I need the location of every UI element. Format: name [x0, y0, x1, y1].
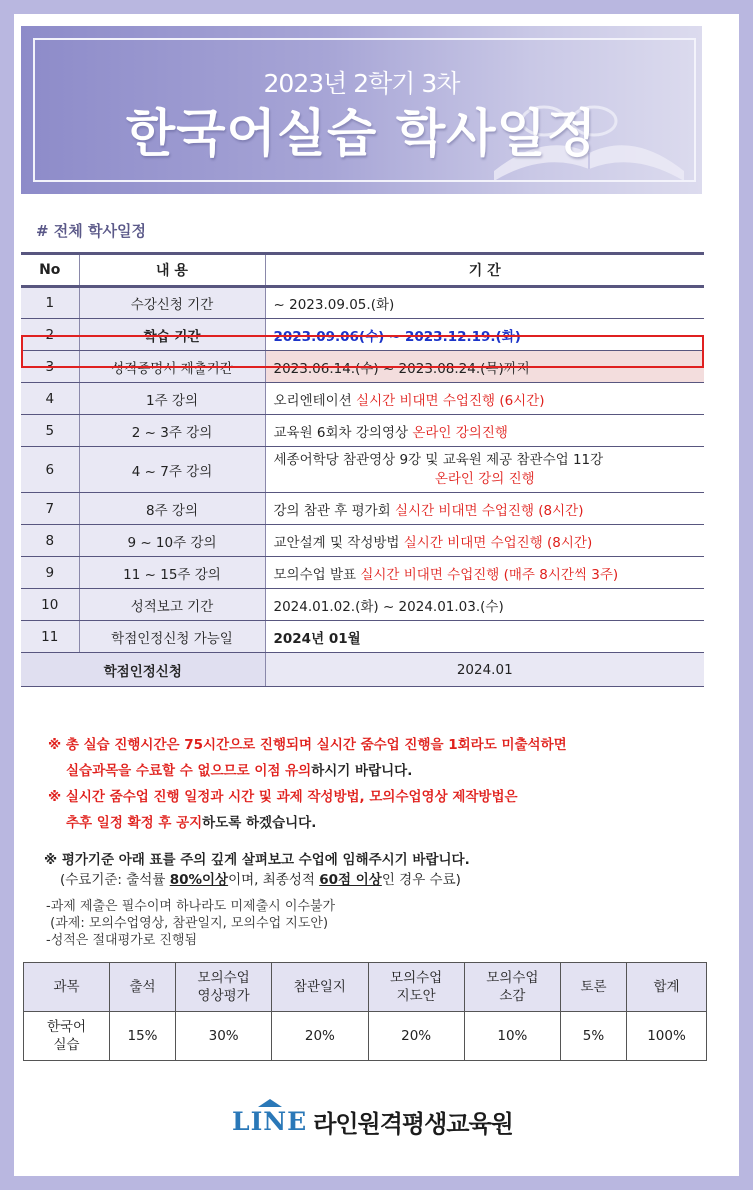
schedule-header-row: [21, 254, 704, 287]
table-row: [21, 351, 704, 383]
row-period: [265, 525, 704, 557]
evaluation-criteria: [44, 870, 470, 890]
row-item: 성적보고 기간: [79, 589, 265, 621]
table-row: [21, 287, 704, 319]
row-period: [265, 447, 704, 493]
row-period: [265, 383, 704, 415]
row-period: 2024.01.02.(화) ~ 2024.01.03.(수): [265, 589, 704, 621]
period-text: 모의수업 발표: [273, 566, 361, 583]
notice-text: 하도록 하겠습니다.: [202, 815, 317, 831]
notice-red: 실습과목을 수료할 수 없으므로 이점 유의: [66, 763, 312, 779]
grade-cell: 한국어 실습: [24, 1012, 110, 1061]
row-item: 성적증명서 제출기간: [79, 351, 265, 383]
notice-line: ※ 실시간 줌수업 진행 일정과 시간 및 과제 작성방법, 모의수업영상 제작방법은: [48, 789, 518, 805]
grade-col: 합계: [627, 963, 707, 1012]
row-no: 9: [21, 557, 79, 589]
grade-col: 토론: [561, 963, 627, 1012]
criteria-text: 인 경우 수료): [381, 872, 461, 888]
row-period: 2023.09.06(수) ~ 2023.12.19.(화): [265, 319, 704, 351]
grading-header-row: [24, 963, 707, 1012]
grade-cell: 5%: [561, 1012, 627, 1061]
grade-cell: 20%: [272, 1012, 368, 1061]
grading-table: [23, 962, 707, 1061]
table-row: [21, 383, 704, 415]
schedule-table: [21, 252, 704, 687]
grade-cell: 30%: [176, 1012, 272, 1061]
col-item: 내 용: [79, 254, 265, 287]
notice-line: [48, 758, 567, 784]
rule-line: -과제 제출은 필수이며 하나라도 미제출시 이수불가: [46, 899, 336, 914]
row-no: 4: [21, 383, 79, 415]
row-item: 4 ~ 7주 강의: [79, 447, 265, 493]
row-item: 2 ~ 3주 강의: [79, 415, 265, 447]
table-row: [21, 525, 704, 557]
row-period: 2023.06.14.(수) ~ 2023.08.24.(목)까지: [265, 351, 704, 383]
rule-line: (과제: 모의수업영상, 참관일지, 모의수업 지도안): [46, 916, 329, 931]
table-row: [21, 621, 704, 653]
period-text: 교안설계 및 작성방법: [273, 534, 404, 551]
row-period: [265, 493, 704, 525]
table-row: [21, 557, 704, 589]
row-item: 학점인정신청 가능일: [79, 621, 265, 653]
row-no: 3: [21, 351, 79, 383]
period-text: 세종어학당 참관영상 9강 및 교육원 제공 참관수업 11강: [273, 451, 604, 468]
row-no: 10: [21, 589, 79, 621]
section-title: # 전체 학사일정: [36, 222, 146, 240]
table-row: [21, 653, 704, 687]
period-note: 실시간 비대면 수업진행 (8시간): [395, 502, 584, 519]
header-banner: [21, 26, 702, 194]
grade-col: 출석: [110, 963, 176, 1012]
row-item: 1주 강의: [79, 383, 265, 415]
row-item: 학습 기간: [79, 319, 265, 351]
row-no: 6: [21, 447, 79, 493]
footer-item: 학점인정신청: [21, 653, 265, 687]
row-item: 9 ~ 10주 강의: [79, 525, 265, 557]
period-text: 교육원 6회차 강의영상: [273, 424, 413, 441]
logo-name: 라인원격평생교육원: [313, 1110, 513, 1138]
notice-text: 하시기 바랍니다.: [311, 763, 413, 779]
table-row: [21, 319, 704, 351]
row-no: 5: [21, 415, 79, 447]
row-item: 8주 강의: [79, 493, 265, 525]
footer-period: 2024.01: [265, 653, 704, 687]
grade-col: 과목: [24, 963, 110, 1012]
rule-line: -성적은 절대평가로 진행됨: [46, 933, 198, 948]
logo-roof-icon: [258, 1099, 282, 1107]
notice-line: [48, 732, 567, 758]
criteria-text: (수료기준: 출석률: [60, 872, 170, 888]
logo-mark: [232, 1107, 307, 1136]
period-note: 실시간 비대면 수업진행 (6시간): [356, 392, 545, 409]
institution-logo: [232, 1104, 513, 1139]
row-period: 2024년 01월: [265, 621, 704, 653]
grade-col: 참관일지: [272, 963, 368, 1012]
grade-col: 모의수업 영상평가: [176, 963, 272, 1012]
notice-section: [48, 732, 567, 836]
col-period: 기 간: [265, 254, 704, 287]
grade-col: 모의수업 소감: [464, 963, 560, 1012]
criteria-score: 60점 이상: [319, 872, 382, 888]
period-text: 오리엔테이션: [273, 392, 357, 409]
row-no: 8: [21, 525, 79, 557]
criteria-attendance: 80%이상: [169, 872, 229, 888]
evaluation-section: [44, 850, 470, 890]
rules-section: [46, 898, 335, 949]
table-row: [21, 447, 704, 493]
table-row: [21, 589, 704, 621]
period-note: 실시간 비대면 수업진행 (8시간): [403, 534, 593, 551]
banner-title: 한국어실습 학사일정: [125, 105, 598, 164]
grade-cell: 15%: [110, 1012, 176, 1061]
col-no: No: [21, 254, 79, 287]
grade-cell: 10%: [464, 1012, 560, 1061]
table-row: [21, 493, 704, 525]
period-text: 강의 참관 후 평가회: [273, 502, 395, 519]
notice-red: 실시간 줌수업 진행을 1회라도 미출석하면: [316, 737, 567, 753]
row-item: 수강신청 기간: [79, 287, 265, 319]
notice-red: 추후 일정 확정 후 공지: [66, 815, 203, 831]
grade-cell: 20%: [368, 1012, 464, 1061]
notice-mark: ※ 총 실습 진행시간은 75시간으로 진행되며: [48, 737, 317, 753]
row-period: [265, 557, 704, 589]
banner-subtitle: 2023년 2학기 3차: [263, 69, 460, 98]
grade-col: 모의수업 지도안: [368, 963, 464, 1012]
grading-row: [24, 1012, 707, 1061]
logo-mark-text: LINE: [232, 1107, 308, 1136]
period-note: 실시간 비대면 수업진행 (매주 8시간씩 3주): [360, 566, 619, 583]
row-no: 2: [21, 319, 79, 351]
row-period: [265, 415, 704, 447]
period-note: 온라인 강의 진행: [434, 470, 535, 487]
notice-line: [48, 810, 567, 836]
row-no: 11: [21, 621, 79, 653]
criteria-text: 이며, 최종성적: [228, 872, 320, 888]
row-no: 7: [21, 493, 79, 525]
row-period: ~ 2023.09.05.(화): [265, 287, 704, 319]
evaluation-heading: ※ 평가기준 아래 표를 주의 깊게 살펴보고 수업에 임해주시기 바랍니다.: [44, 852, 470, 868]
table-row: [21, 415, 704, 447]
grade-cell: 100%: [627, 1012, 707, 1061]
row-item: 11 ~ 15주 강의: [79, 557, 265, 589]
period-note: 온라인 강의진행: [412, 424, 508, 441]
row-no: 1: [21, 287, 79, 319]
